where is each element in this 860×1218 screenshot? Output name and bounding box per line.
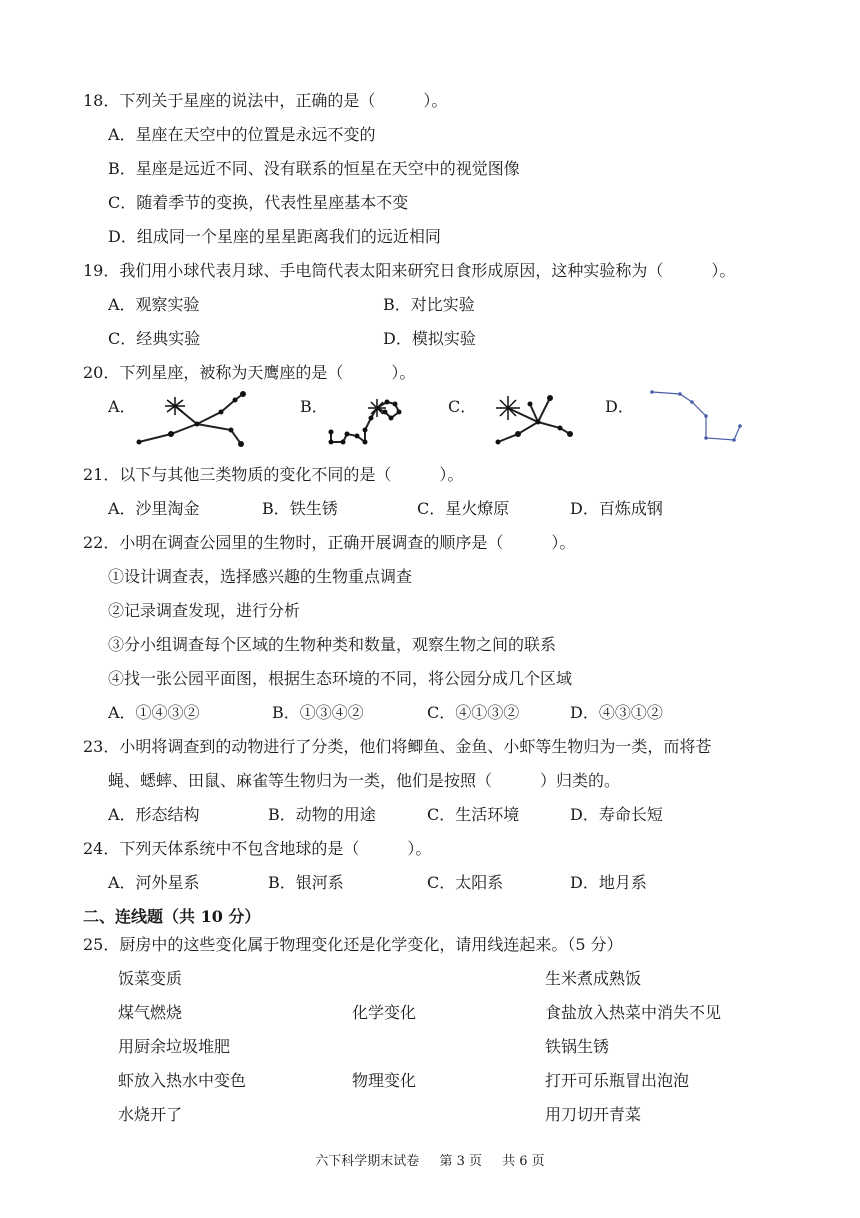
q23-option-b: B．动物的用途 (268, 805, 376, 824)
constellation-b-image (325, 390, 410, 450)
q21-option-d: D．百炼成钢 (570, 499, 663, 518)
q18-option-c: C．随着季节的变换，代表性星座基本不变 (108, 193, 409, 212)
q25-category-physical: 物理变化 (352, 1071, 417, 1090)
q24-option-c: C．太阳系 (427, 873, 504, 892)
constellation-c-image (490, 384, 580, 450)
constellation-a-image (135, 388, 255, 450)
q19-option-d: D．模拟实验 (383, 329, 476, 348)
q24-option-a: A．河外星系 (108, 873, 200, 892)
q25-right-item-4: 打开可乐瓶冒出泡泡 (545, 1071, 690, 1090)
q25-right-item-2: 食盐放入热菜中消失不见 (545, 1003, 722, 1022)
q20-option-d-label: D． (605, 397, 634, 416)
question-18-stem: 18．下列关于星座的说法中，正确的是（ ）。 (83, 91, 448, 110)
q23-option-c: C．生活环境 (427, 805, 520, 824)
q22-step-3: ③分小组调查每个区域的生物种类和数量，观察生物之间的联系 (108, 635, 557, 654)
q18-option-d: D．组成同一个星座的星星距离我们的远近相同 (108, 227, 441, 246)
q18-option-b: B．星座是远近不同、没有联系的恒星在天空中的视觉图像 (108, 159, 520, 178)
section-2-title: 二、连线题（共 10 分） (83, 907, 261, 926)
question-20-stem: 20．下列星座，被称为天鹰座的是（ ）。 (83, 363, 416, 382)
q22-option-d: D．④③①② (570, 703, 663, 722)
question-23-stem-line2: 蝇、蟋蟀、田鼠、麻雀等生物归为一类，他们是按照（ ）归类的。 (108, 771, 621, 790)
q22-step-4: ④找一张公园平面图，根据生态环境的不同，将公园分成几个区域 (108, 669, 573, 688)
q25-left-item-4: 虾放入热水中变色 (118, 1071, 247, 1090)
q25-right-item-5: 用刀切开青菜 (545, 1105, 642, 1124)
q22-option-b: B．①③④② (272, 703, 364, 722)
q25-right-item-1: 生米煮成熟饭 (545, 969, 642, 988)
q19-option-a: A．观察实验 (108, 295, 200, 314)
q23-option-a: A．形态结构 (108, 805, 200, 824)
q24-option-b: B．银河系 (268, 873, 344, 892)
q23-option-d: D．寿命长短 (570, 805, 663, 824)
q21-option-a: A．沙里淘金 (108, 499, 200, 518)
footer-total-pages: 共 6 页 (502, 1154, 545, 1169)
page-footer (0, 1150, 860, 1169)
question-21-stem: 21．以下与其他三类物质的变化不同的是（ ）。 (83, 465, 464, 484)
q25-left-item-1: 饭菜变质 (118, 969, 183, 988)
footer-exam-title: 六下科学期末试卷 (315, 1154, 420, 1169)
question-19-stem: 19．我们用小球代表月球、手电筒代表太阳来研究日食形成原因，这种实验称为（ ）。 (83, 261, 736, 280)
q24-option-d: D．地月系 (570, 873, 647, 892)
q21-option-b: B．铁生锈 (262, 499, 338, 518)
q22-step-1: ①设计调查表，选择感兴趣的生物重点调查 (108, 567, 413, 586)
q25-category-chemical: 化学变化 (352, 1003, 417, 1022)
q20-option-b-label: B． (300, 397, 328, 416)
q25-left-item-5: 水烧开了 (118, 1105, 183, 1124)
footer-page-number: 第 3 页 (439, 1154, 482, 1169)
q19-option-b: B．对比实验 (383, 295, 475, 314)
q19-option-c: C．经典实验 (108, 329, 201, 348)
question-23-stem-line1: 23．小明将调查到的动物进行了分类，他们将鲫鱼、金鱼、小虾等生物归为一类，而将苍 (83, 737, 712, 756)
q22-option-a: A．①④③② (108, 703, 200, 722)
question-22-stem: 22．小明在调查公园里的生物时，正确开展调查的顺序是（ ）。 (83, 533, 576, 552)
q25-left-item-2: 煤气燃烧 (118, 1003, 183, 1022)
q18-option-a: A．星座在天空中的位置是永远不变的 (108, 125, 376, 144)
constellation-d-image (648, 388, 748, 446)
q20-option-c-label: C． (448, 397, 477, 416)
question-25-stem: 25．厨房中的这些变化属于物理变化还是化学变化，请用线连起来。（5 分） (83, 935, 623, 954)
q20-option-a-label: A． (108, 397, 136, 416)
q25-right-item-3: 铁锅生锈 (545, 1037, 610, 1056)
q22-option-c: C．④①③② (427, 703, 520, 722)
question-24-stem: 24．下列天体系统中不包含地球的是（ ）。 (83, 839, 432, 858)
q22-step-2: ②记录调查发现，进行分析 (108, 601, 301, 620)
q25-left-item-3: 用厨余垃圾堆肥 (118, 1037, 231, 1056)
q21-option-c: C．星火燎原 (417, 499, 510, 518)
